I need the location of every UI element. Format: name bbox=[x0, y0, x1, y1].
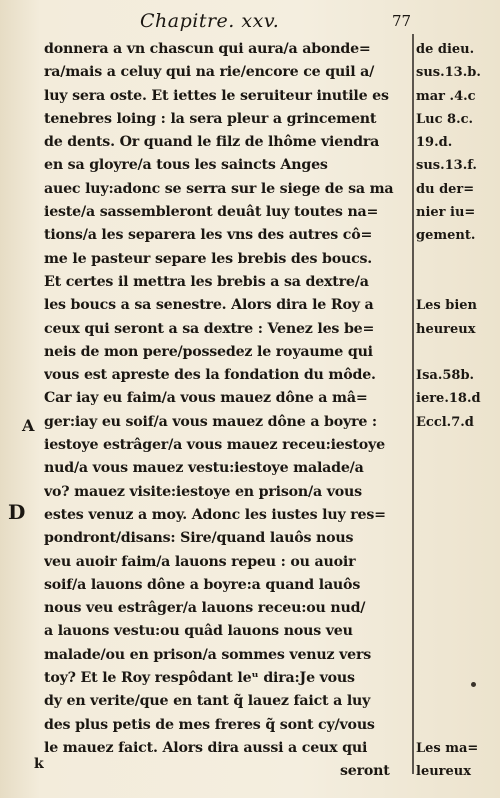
margin-note bbox=[416, 644, 500, 667]
margin-note bbox=[416, 620, 500, 643]
text-line: neis de mon pere/possedez le royaume qui bbox=[44, 343, 373, 360]
text-line: des plus petis de mes freres q̃ sont cy/vous bbox=[44, 716, 375, 733]
page-header bbox=[0, 8, 500, 36]
text-line: ra/mais a celuy qui na rie/encore ce quil a/ bbox=[44, 64, 375, 81]
margin-note bbox=[416, 667, 500, 690]
text-line: ceux qui seront a sa dextre : Venez les be= bbox=[44, 320, 375, 337]
margin-note bbox=[416, 527, 500, 550]
margin-note: Eccl.7.d bbox=[416, 414, 474, 430]
margin-rule bbox=[412, 34, 414, 774]
margin-note: sus.13.f. bbox=[416, 158, 477, 174]
margin-note: mar .4.c bbox=[416, 88, 476, 104]
text-line: tions/a les separera les vns des autres cô= bbox=[44, 227, 373, 244]
margin-note: nier iu= bbox=[416, 205, 476, 221]
margin-note: 19.d. bbox=[416, 135, 453, 151]
margin-note bbox=[416, 690, 500, 713]
signature-mark: k bbox=[34, 756, 44, 772]
text-line: toy? Et le Roy respôdant leᵘ dira:Je vous bbox=[44, 670, 355, 687]
text-line: vous est aprestе des la fondation du môde. bbox=[44, 367, 376, 384]
margin-note bbox=[416, 504, 500, 527]
margin-note: heureux bbox=[416, 321, 476, 337]
margin-note: de dieu. bbox=[416, 42, 475, 57]
text-line: luy sera oste. Et iettes le seruiteur inutile es bbox=[44, 87, 389, 104]
margin-note bbox=[416, 551, 500, 574]
text-line: nud/a vous mauez vestu:iestoye malade/a bbox=[44, 460, 364, 477]
margin-note: sus.13.b. bbox=[416, 65, 481, 81]
margin-note: Isa.58b. bbox=[416, 368, 475, 384]
margin-note: Les bien bbox=[416, 298, 478, 314]
margin-note bbox=[416, 248, 500, 271]
margin-note bbox=[416, 434, 500, 457]
text-line: pondront/disans: Sire/quand lauôs nous bbox=[44, 530, 354, 547]
margin-note: du der= bbox=[416, 181, 475, 197]
folio-number: 77 bbox=[392, 12, 412, 30]
text-line: veu auoir faim/a lauons repeu : ou auoir bbox=[44, 553, 356, 570]
margin-note: leureux bbox=[416, 764, 471, 780]
text-line: vo? mauez visite:iestoye en prison/a vous bbox=[44, 483, 362, 500]
text-line: Et certes il mettra les brebis a sa dextre/a bbox=[44, 273, 369, 290]
text-line: seront bbox=[340, 763, 390, 780]
margin-note: iere.18.d bbox=[416, 391, 481, 407]
ink-speck bbox=[471, 682, 476, 687]
text-line: ger:iay eu soif/a vous mauez dône a boyre : bbox=[44, 413, 377, 430]
text-line: les boucs a sa senestre. Alors dira le Roy a bbox=[44, 297, 374, 314]
text-line: tenebres loing : la sera pleur a grincement bbox=[44, 110, 377, 127]
margin-note bbox=[416, 341, 500, 364]
margin-note: Luc 8.c. bbox=[416, 111, 474, 127]
text-line: nous veu estrâger/a lauons receu:ou nud/ bbox=[44, 600, 366, 617]
section-letter-d: D bbox=[8, 500, 26, 524]
section-letter-a: A bbox=[22, 416, 35, 435]
text-line: en sa gloyre/a tous les saincts Anges bbox=[44, 157, 328, 174]
text-line: de dents. Or quand le filz de lhôme viendra bbox=[44, 134, 380, 151]
margin-note bbox=[416, 271, 500, 294]
margin-notes-column bbox=[416, 38, 500, 784]
margin-note bbox=[416, 714, 500, 737]
text-line: estes venuz a moy. Adonc les iustes luy res= bbox=[44, 506, 386, 523]
text-line: a lauons vestu:ou quâd lauons nous veu bbox=[44, 623, 353, 640]
main-text-column bbox=[44, 38, 410, 784]
margin-note: gement. bbox=[416, 228, 476, 244]
text-line: ieste/a sassembleront deuât luy toutes na= bbox=[44, 204, 379, 221]
margin-note bbox=[416, 574, 500, 597]
margin-note bbox=[416, 481, 500, 504]
text-line: me le pasteur separe les brebis des boucs. bbox=[44, 250, 373, 267]
text-line: iestoye estrâger/a vous mauez receu:iestoye bbox=[44, 437, 385, 454]
margin-note: Les ma= bbox=[416, 740, 479, 756]
text-line: le mauez faict. Alors dira aussi a ceux qui bbox=[44, 739, 368, 756]
text-line: donnera a vn chascun qui aura/a abonde= bbox=[44, 41, 371, 57]
text-line: soif/a lauons dône a boyre:a quand lauôs bbox=[44, 576, 361, 593]
running-head: Chapitre. xxv. bbox=[140, 10, 280, 32]
text-line: Car iay eu faim/a vous mauez dône a mâ= bbox=[44, 390, 368, 407]
margin-note bbox=[416, 457, 500, 480]
text-line: dy en verite/que en tant q̃ lauez faict a luy bbox=[44, 693, 371, 710]
text-line: auec luy:adonc se serra sur le siege de sa ma bbox=[44, 180, 394, 197]
text-line: malade/ou en prison/a sommes venuz vers bbox=[44, 646, 372, 663]
margin-note bbox=[416, 597, 500, 620]
